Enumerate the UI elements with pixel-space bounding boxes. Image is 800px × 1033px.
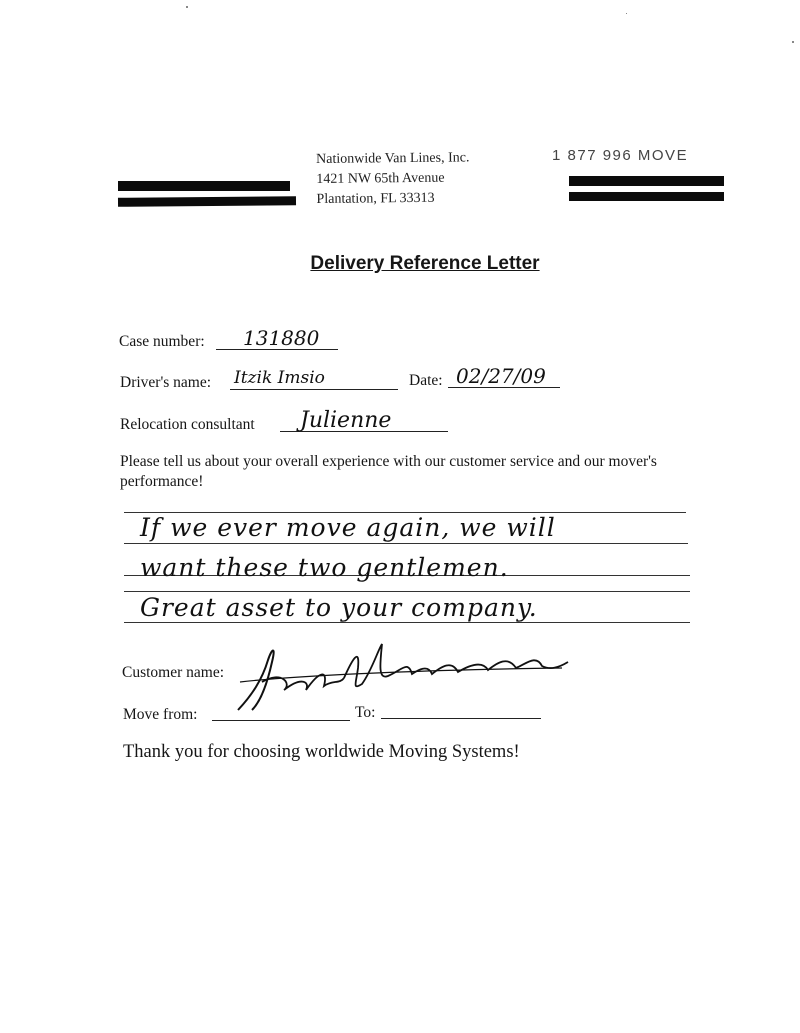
move-to-line bbox=[381, 718, 541, 719]
page-title: Delivery Reference Letter bbox=[310, 253, 540, 274]
case-number-label: Case number: bbox=[119, 333, 205, 350]
move-from-label: Move from: bbox=[123, 706, 198, 723]
company-address-block bbox=[316, 148, 517, 210]
redaction-bar bbox=[569, 176, 724, 186]
comment-text-line-3: Great asset to your company. bbox=[140, 593, 538, 622]
comment-text-line-2: want these two gentlemen. bbox=[140, 553, 509, 582]
feedback-prompt: Please tell us about your overall experience with our customer service and our mover's performance! bbox=[120, 453, 657, 490]
driver-name-value: Itzik Imsio bbox=[234, 368, 325, 388]
driver-name-label: Driver's name: bbox=[120, 374, 212, 391]
case-number-value: 131880 bbox=[243, 326, 320, 350]
redaction-bar bbox=[118, 181, 290, 191]
thank-you-message: Thank you for choosing worldwide Moving Systems! bbox=[123, 742, 520, 762]
scan-speck bbox=[186, 6, 188, 8]
customer-signature bbox=[232, 640, 572, 710]
redaction-bar bbox=[569, 192, 724, 201]
date-label: Date: bbox=[409, 372, 443, 389]
driver-name-line bbox=[230, 389, 398, 390]
company-city: Plantation, FL 33313 bbox=[316, 190, 435, 207]
move-from-line bbox=[212, 720, 350, 721]
scan-speck bbox=[792, 41, 794, 43]
company-street: 1421 NW 65th Avenue bbox=[316, 170, 445, 187]
comment-line bbox=[124, 543, 688, 544]
scan-speck bbox=[626, 13, 627, 14]
redaction-bar bbox=[118, 196, 296, 207]
comment-line bbox=[124, 591, 690, 592]
date-value: 02/27/09 bbox=[456, 364, 546, 388]
company-name: Nationwide Van Lines, Inc. bbox=[316, 150, 470, 167]
comment-line bbox=[124, 622, 690, 623]
relocation-consultant-value: Julienne bbox=[300, 408, 392, 433]
move-to-label: To: bbox=[355, 704, 376, 721]
comment-text-line-1: If we ever move again, we will bbox=[140, 513, 556, 542]
relocation-consultant-label: Relocation consultant bbox=[120, 416, 255, 433]
customer-name-label: Customer name: bbox=[122, 664, 225, 681]
company-phone: 1 877 996 MOVE bbox=[552, 147, 689, 164]
